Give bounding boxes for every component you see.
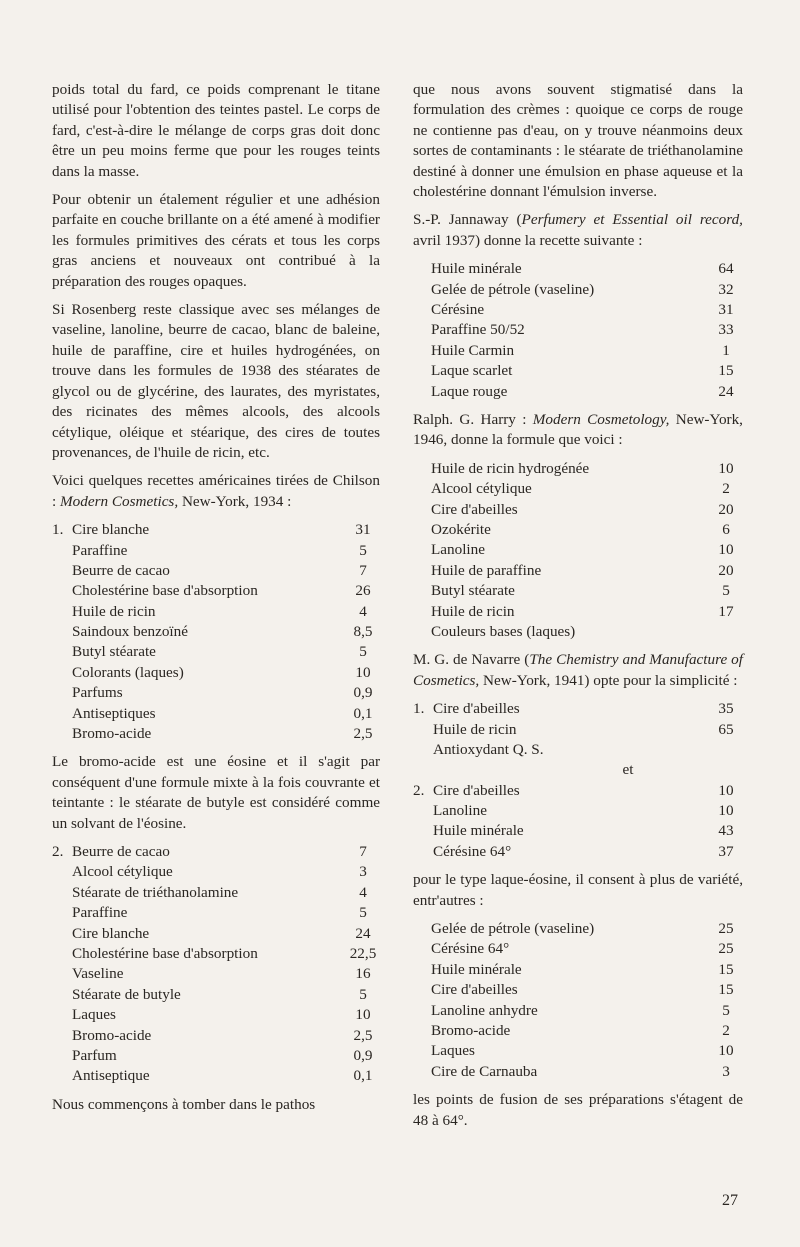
ingredient-name: Laques [72, 1006, 116, 1024]
recipe-row [413, 781, 743, 801]
ingredient-name: Huile de ricin [431, 602, 515, 620]
recipe-list-3 [413, 259, 743, 402]
recipe-list-5 [413, 699, 743, 760]
ingredient-name: Alcool cétylique [72, 863, 173, 881]
ingredient-name: Antioxydant Q. S. [433, 740, 544, 758]
recipe-row [413, 581, 743, 601]
recipe-row [413, 939, 743, 959]
ingredient-quantity: 15 [718, 362, 734, 380]
ingredient-quantity: 10 [718, 459, 734, 477]
book-title: Modern Cosmetology, [532, 410, 670, 428]
recipe-row [52, 581, 380, 601]
recipe-number: 1. [52, 521, 64, 539]
recipe-row [52, 944, 380, 964]
text-run: New-York, 1946, donne la formule que voici : [413, 410, 743, 449]
ingredient-quantity: 15 [718, 981, 734, 999]
ingredient-name [52, 842, 346, 862]
ingredient-quantity: 6 [722, 520, 730, 538]
recipe-row [413, 699, 743, 719]
recipe-row [52, 642, 380, 662]
ingredient-quantity: 16 [355, 965, 371, 983]
ingredient-name: Bromo-acide [72, 1026, 152, 1044]
ingredient-name: Huile de ricin hydrogénée [431, 459, 590, 477]
ingredient-quantity: 10 [718, 802, 734, 820]
recipe-row [52, 724, 380, 744]
recipe-row [413, 960, 743, 980]
ingredient-quantity: 8,5 [353, 623, 373, 641]
ingredient-name: Stéarate de triéthanolamine [72, 883, 239, 901]
paragraph [413, 210, 743, 251]
ingredient-quantity: 25 [718, 940, 734, 958]
ingredient-name: Laque rouge [431, 382, 508, 400]
ingredient-quantity: 5 [722, 582, 730, 600]
ingredient-quantity [709, 740, 743, 760]
ingredient-name: Bromo-acide [431, 1022, 511, 1040]
ingredient-name: Alcool cétylique [431, 480, 532, 498]
recipe-row [52, 1026, 380, 1046]
recipe-row [413, 500, 743, 520]
ingredient-name: Huile minérale [431, 960, 522, 978]
ingredient-name: Cérésine [431, 301, 485, 319]
paragraph: Le bromo-acide est une éosine et il s'agit par conséquent d'une formule mixte à la fois couvrante et teintante : le stéarate de butyle est considéré comme un solvant de l'éosine. [52, 753, 380, 832]
recipe-row [52, 561, 380, 581]
ingredient-name: Huile de ricin [72, 602, 156, 620]
ingredient-name: Huile Carmin [431, 341, 515, 359]
ingredient-quantity: 10 [718, 1042, 734, 1060]
ingredient-quantity: 3 [722, 1062, 730, 1080]
ingredient-quantity: 0,1 [353, 1067, 373, 1085]
recipe-row [413, 520, 743, 540]
recipe-row [413, 341, 743, 361]
recipe-row [413, 459, 743, 479]
book-title: Modern Cosmetics, [60, 492, 179, 510]
page-number: 27 [722, 1192, 738, 1209]
ingredient-quantity: 2,5 [353, 1026, 373, 1044]
ingredient-quantity: 2 [722, 1022, 730, 1040]
ingredient-name: Cire d'abeilles [431, 981, 518, 999]
ingredient-name: Cire blanche [72, 924, 150, 942]
ingredient-name: Cholestérine base d'absorption [72, 945, 258, 962]
ingredient-name: Parfums [72, 684, 123, 702]
recipe-row [52, 1066, 380, 1086]
paragraph: Nous commençons à tomber dans le pathos [52, 1095, 316, 1113]
ingredient-quantity: 25 [718, 920, 734, 938]
ingredient-quantity: 17 [718, 602, 734, 620]
recipe-row [413, 919, 743, 939]
ingredient-quantity: 32 [718, 280, 734, 298]
recipe-row [413, 382, 743, 402]
recipe-row [52, 704, 380, 724]
ingredient-quantity: 20 [718, 561, 734, 579]
text-run: avril 1937) donne la recette suivante : [413, 231, 643, 249]
ingredient-name [413, 699, 709, 719]
recipe-row [52, 541, 380, 561]
ingredient-quantity: 5 [359, 541, 367, 559]
ingredient-name: Huile de ricin [433, 720, 517, 738]
ingredient-quantity: 20 [718, 500, 734, 518]
ingredient-name: Colorants (laques) [72, 663, 184, 681]
ingredient-name: Huile de paraffine [431, 561, 542, 579]
paragraph [52, 471, 380, 512]
ingredient-text: Cire d'abeilles [433, 781, 520, 799]
ingredient-quantity: 2,5 [353, 725, 373, 743]
recipe-list-4 [413, 459, 743, 643]
recipe-row [413, 622, 743, 642]
paragraph: Si Rosenberg reste classique avec ses mélanges de vaseline, lanoline, beurre de cacao, blanc de baleine, huile de paraffine, cire et huiles hydrogénées, on trouve dans les formules de 1938 des stéarates de glycol ou de glycérine, des laurates, des myristates, des ricinates des mêmes alcools, des alcools cétylique, oléique et stéarique, des cires de toutes provenances, de l'huile de ricin, etc. [52, 301, 380, 461]
ingredient-quantity: 10 [718, 541, 734, 559]
paragraph: pour le type laque-éosine, il consent à plus de variété, entr'autres : [413, 871, 743, 909]
paragraph: les points de fusion de ses préparations s'étagent de 48 à 64°. [413, 1091, 743, 1129]
left-column [52, 80, 380, 1123]
recipe-row [413, 821, 743, 841]
ingredient-name: Paraffine [72, 904, 128, 922]
recipe-list-2 [52, 842, 380, 1087]
ingredient-quantity: 1 [722, 341, 730, 359]
recipe-row [413, 280, 743, 300]
ingredient-quantity: 5 [359, 904, 367, 922]
recipe-row [413, 1001, 743, 1021]
recipe-row [413, 740, 743, 760]
recipe-row [52, 903, 380, 923]
recipe-row [52, 985, 380, 1005]
ingredient-name: Bromo-acide [72, 725, 152, 743]
recipe-row [413, 540, 743, 560]
recipe-list-1 [52, 520, 380, 744]
ingredient-quantity: 35 [718, 700, 734, 718]
recipe-row [413, 980, 743, 1000]
ingredient-quantity: 33 [718, 321, 734, 339]
recipe-row [413, 1041, 743, 1061]
ingredient-quantity: 0,1 [353, 704, 373, 722]
ingredient-name: Lanoline [433, 802, 487, 820]
ingredient-name [52, 520, 346, 540]
text-run: M. G. de Navarre ( [413, 651, 530, 669]
recipe-row [413, 1062, 743, 1082]
ingredient-name: Antiseptique [72, 1067, 150, 1085]
recipe-row [413, 720, 743, 740]
recipe-number: 2. [413, 781, 425, 799]
ingredient-quantity: 43 [718, 822, 734, 840]
ingredient-quantity: 5 [359, 985, 367, 1003]
paragraph [413, 650, 743, 691]
recipe-row [52, 924, 380, 944]
ingredient-name: Lanoline [431, 541, 485, 559]
ingredient-quantity: 5 [359, 643, 367, 661]
ingredient-quantity: 31 [355, 521, 371, 539]
recipe-row [413, 320, 743, 340]
recipe-row [52, 1005, 380, 1025]
ingredient-quantity: 10 [355, 1006, 371, 1024]
ingredient-name: Paraffine [72, 541, 128, 559]
ingredient-name: Couleurs bases (laques) [431, 622, 576, 640]
paragraph [413, 410, 743, 451]
ingredient-text: Cire blanche [72, 521, 150, 539]
ingredient-name: Parfum [72, 1046, 117, 1064]
ingredient-quantity: 7 [359, 561, 367, 579]
text-run: New-York, 1941) opte pour la simplicité : [479, 671, 738, 689]
ingredient-name: Laques [431, 1042, 475, 1060]
recipe-row [52, 520, 380, 540]
ingredient-name: Beurre de cacao [72, 561, 170, 579]
ingredient-name: Gelée de pétrole (vaseline) [431, 280, 595, 298]
ingredient-quantity: 4 [359, 883, 367, 901]
recipe-row [52, 683, 380, 703]
ingredient-quantity: 0,9 [353, 684, 373, 702]
ingredient-quantity: 37 [718, 842, 734, 860]
recipe-row [413, 801, 743, 821]
text-run: New-York, 1934 : [178, 492, 292, 510]
ingredient-name: Saindoux benzoïné [72, 623, 188, 641]
ingredient-quantity: 26 [355, 582, 371, 600]
book-title: The Chemistry and Manufacture of Cosmetics, [413, 651, 743, 689]
recipe-row [52, 883, 380, 903]
ingredient-quantity: 22,5 [349, 945, 377, 962]
recipe-row [413, 259, 743, 279]
recipe-row [52, 862, 380, 882]
recipe-row [52, 602, 380, 622]
ingredient-name: Antiseptiques [72, 704, 156, 722]
ingredient-quantity: 0,9 [353, 1046, 373, 1064]
paragraph: Pour obtenir un étalement régulier et une adhésion parfaite en couche brillante on a été amené à modifier les formules primitives des cérats et tous les corps gras anciens et nouveaux ont contribué à la préparation des rouges opaques. [52, 191, 380, 290]
ingredient-quantity: 31 [718, 301, 734, 319]
ingredient-quantity: 10 [718, 781, 734, 799]
ingredient-quantity: 15 [718, 960, 734, 978]
recipe-row [52, 1046, 380, 1066]
ingredient-name: Cire d'abeilles [431, 500, 518, 518]
ingredient-name: Stéarate de butyle [72, 985, 181, 1003]
connector-et: et [622, 761, 634, 779]
ingredient-name: Vaseline [72, 965, 124, 983]
ingredient-name: Huile minérale [433, 822, 524, 840]
ingredient-name: Paraffine 50/52 [431, 321, 525, 339]
ingredient-name: Huile minérale [431, 260, 522, 278]
book-title: Perfumery et Essential oil record, [521, 211, 743, 229]
recipe-row [52, 663, 380, 683]
recipe-row [413, 842, 743, 862]
right-column [413, 80, 743, 1139]
ingredient-name: Lanoline anhydre [431, 1001, 538, 1019]
ingredient-quantity: 65 [718, 720, 734, 738]
text-run: Ralph. G. Harry : [413, 410, 533, 428]
text-run: S.-P. Jannaway ( [413, 211, 522, 229]
ingredient-name: Ozokérite [431, 520, 491, 538]
recipe-row [413, 479, 743, 499]
ingredient-quantity: 3 [359, 863, 367, 881]
paragraph: poids total du fard, ce poids comprenant le titane utilisé pour l'obtention des teintes pastel. Le corps de fard, c'est-à-dire le mélange de corps gras doit donc être un peu moins ferme que pour les rouges teints dans la masse. [52, 81, 380, 180]
ingredient-quantity: 4 [359, 602, 367, 620]
recipe-number: 1. [413, 700, 425, 718]
ingredient-quantity: 24 [355, 924, 371, 942]
recipe-row [52, 622, 380, 642]
ingredient-name: Cérésine 64° [431, 940, 510, 958]
ingredient-quantity: 24 [718, 382, 734, 400]
ingredient-text: Beurre de cacao [72, 843, 170, 861]
recipe-list-6 [413, 781, 743, 863]
ingredient-text: Cire d'abeilles [433, 700, 520, 718]
recipe-row [413, 361, 743, 381]
ingredient-name: Butyl stéarate [72, 643, 156, 661]
recipe-list-7 [413, 919, 743, 1082]
recipe-row [413, 602, 743, 622]
ingredient-name: Laque scarlet [431, 362, 513, 380]
ingredient-quantity [709, 622, 743, 642]
ingredient-name: Cire de Carnauba [431, 1062, 538, 1080]
ingredient-quantity: 5 [722, 1001, 730, 1019]
recipe-row [413, 561, 743, 581]
ingredient-name: Cholestérine base d'absorption [72, 582, 258, 600]
ingredient-quantity: 64 [718, 260, 734, 278]
recipe-row [52, 964, 380, 984]
paragraph: que nous avons souvent stigmatisé dans la formulation des crèmes : quoique ce corps de rouge ne contienne pas d'eau, on y trouve néanmoins deux sortes de contaminants : le stéarate de triéthanolamine destiné à donner une émulsion en phase aqueuse et la cholestérine donnant l'émulsion inverse. [413, 81, 743, 201]
ingredient-quantity: 2 [722, 480, 730, 498]
ingredient-name: Butyl stéarate [431, 582, 515, 600]
recipe-row [413, 300, 743, 320]
ingredient-name: Cérésine 64° [433, 842, 512, 860]
text-run: Voici quelques recettes américaines tirées de Chilson : [52, 472, 380, 510]
recipe-row [413, 1021, 743, 1041]
ingredient-quantity: 7 [359, 843, 367, 861]
ingredient-name: Gelée de pétrole (vaseline) [431, 920, 595, 938]
ingredient-name [413, 781, 709, 801]
recipe-row [52, 842, 380, 862]
ingredient-quantity: 10 [355, 663, 371, 681]
recipe-number: 2. [52, 843, 64, 861]
